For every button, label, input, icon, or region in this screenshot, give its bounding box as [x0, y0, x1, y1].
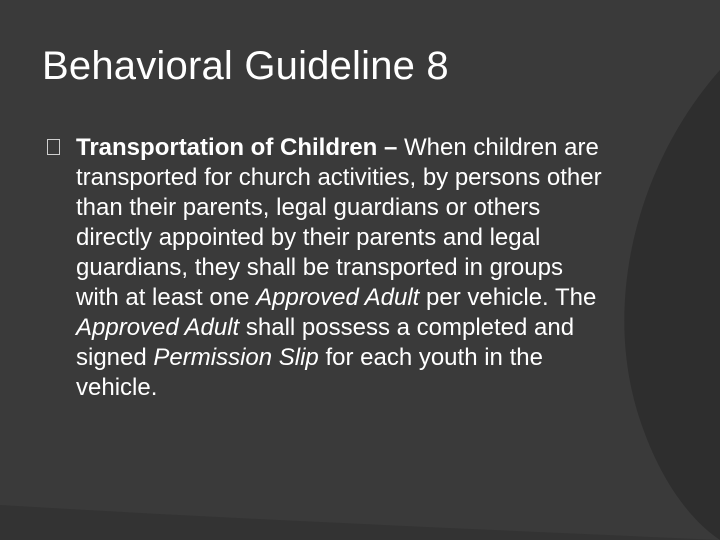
bullet-body-2: per vehicle. The — [419, 284, 597, 311]
bullet-body-1: When children are transported for church activities, by persons other than their parents, legal guardians or others directly appointed by their parents and legal guardians, they shall be transported in groups with at least one — [76, 134, 602, 311]
approved-adult-term-1: Approved Adult — [256, 284, 420, 311]
background-arc-shape — [624, 70, 720, 540]
background-arc-shape-bottom — [0, 505, 720, 540]
permission-slip-term: Permission Slip — [153, 344, 319, 371]
approved-adult-term-2: Approved Adult — [76, 314, 240, 341]
bullet-item — [47, 133, 607, 403]
slide-title: Behavioral Guideline 8 — [42, 44, 449, 88]
bullet-heading: Transportation of Children — [76, 134, 378, 161]
square-bullet-icon — [47, 139, 60, 155]
bullet-dash: – — [377, 134, 405, 161]
bullet-body-3: shall possess a completed and signed — [76, 314, 575, 371]
bullet-text — [76, 133, 607, 403]
bullet-body-4: for each youth in the vehicle. — [76, 344, 543, 401]
